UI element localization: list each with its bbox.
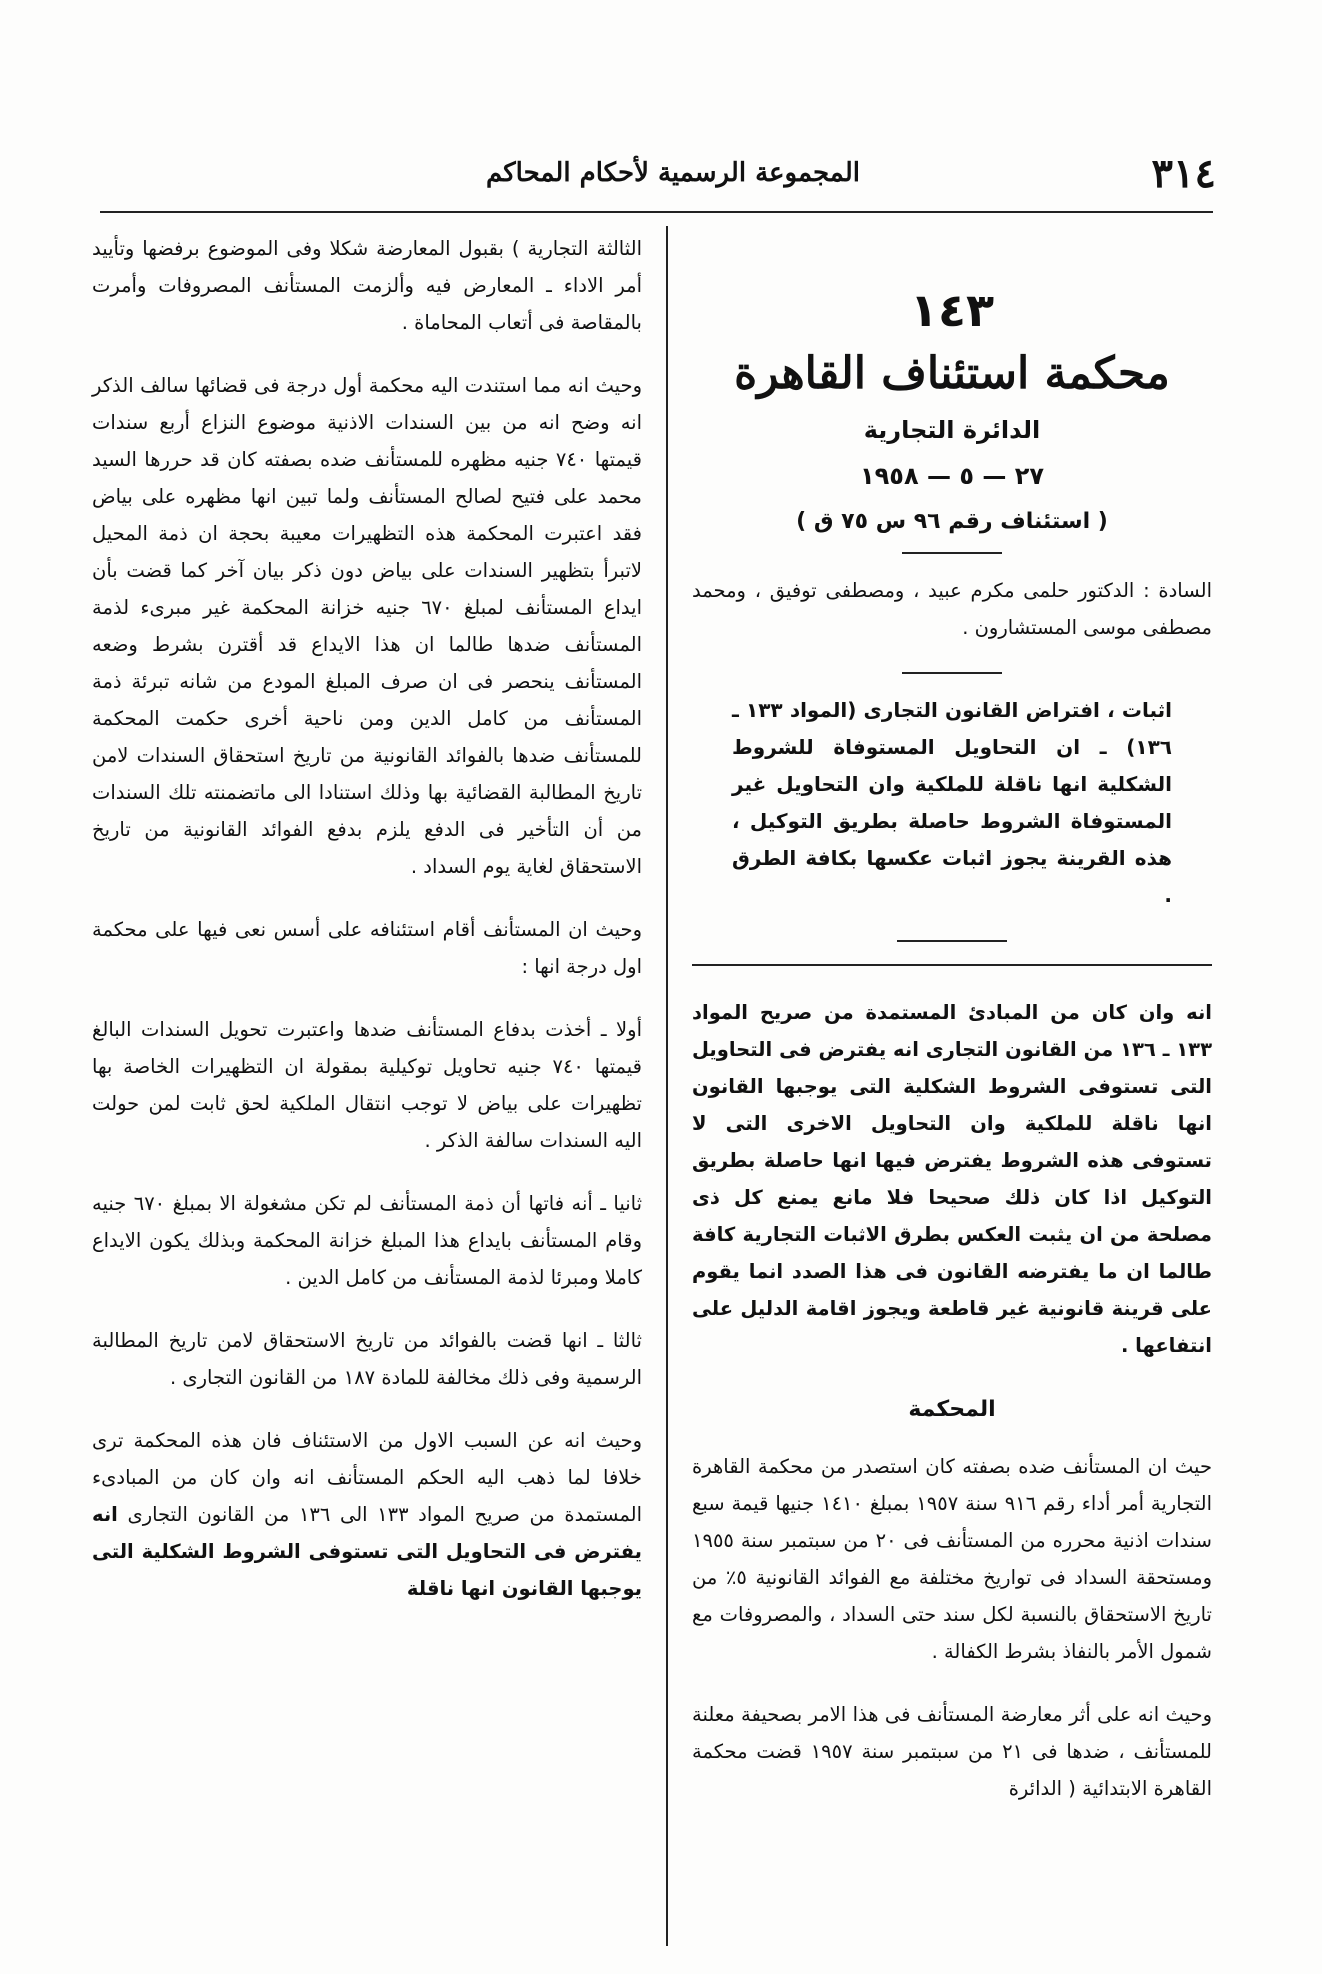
right-column <box>692 280 1212 1833</box>
body-paragraph: ثالثا ـ انها قضت بالفوائد من تاريخ الاستحقاق لامن تاريخ المطالبة الرسمية وفى ذلك مخالفة للمادة ١٨٧ من القانون التجارى . <box>92 1329 642 1389</box>
divider-rule <box>902 552 1002 554</box>
divider-rule <box>897 940 1007 942</box>
body-paragraph: وحيث انه مما استندت اليه محكمة أول درجة فى قضائها سالف الذكر انه وضح انه من بين السندات الاذنية موضوع النزاع أربع سندات قيمتها ٧٤٠ جنيه مظهره للمستأنف ضده بصفته كان قد حررها السيد محمد على فتيح لصالح المستأنف ولما تبين انها مظهره على بياض فقد اعتبرت المحكمة هذه التظهيرات معيبة بحجة ان ذمة المحيل لاتبرأ بتظهير السندات على بياض دون ذكر بيان آخر كما قضت بأن ايداع المستأنف لمبلغ ٦٧٠ جنيه خزانة المحكمة غير مبرىء لذمة المستأنف ضدها طالما ان هذا الايداع قد أقترن بشرط وضعه المستأنف ينحصر فى ان صرف المبلغ المودع من شانه تبرئة ذمة المستأنف من كامل الدين ومن ناحية أخرى حكمت المحكمة للمستأنف ضدها بالفوائد القانونية من تاريخ استحقاق السندات لامن تاريخ المطالبة القضائية بها وذلك استنادا الى ماتضمنته تلك السندات من أن التأخير فى الدفع يلزم بدفع الفوائد القانونية من تاريخ الاستحقاق لغاية يوم السداد . <box>92 374 642 878</box>
section-heading: المحكمة <box>908 1397 996 1422</box>
body-paragraph: ثانيا ـ أنه فاتها أن ذمة المستأنف لم تكن مشغولة الا بمبلغ ٦٧٠ جنيه وقام المستأنف بايداع هذا المبلغ خزانة المحكمة وبذلك يكون الايداع كاملا ومبرئا لذمة المستأنف من كامل الدين . <box>92 1192 642 1289</box>
court-name: محكمة استئناف القاهرة <box>734 348 1170 399</box>
left-column <box>92 230 642 1633</box>
paragraph-text: وحيث انه عن السبب الاول من الاستئناف فان هذه المحكمة ترى خلافا لما ذهب اليه الحكم المستأنف انه وان كان من المبادىء المستمدة من صريح المواد ١٣٣ الى ١٣٦ من القانون التجارى <box>92 1429 642 1526</box>
judges-paragraph: السادة : الدكتور حلمى مكرم عبيد ، ومصطفى توفيق ، ومحمد مصطفى موسى المستشارون . <box>692 579 1212 639</box>
body-paragraph: وحيث انه على أثر معارضة المستأنف فى هذا الامر بصحيفة معلنة للمستأنف ، ضدها فى ٢١ من سبتمبر سنة ١٩٥٧ قضت محكمة القاهرة الابتدائية ( الدائرة <box>692 1703 1213 1800</box>
body-paragraph: وحيث ان المستأنف أقام استئنافه على أسس نعى فيها على محكمة اول درجة انها : <box>92 918 642 978</box>
page-header <box>96 150 1216 210</box>
body-paragraph <box>92 1422 642 1607</box>
emphasized-text: انه يفترض فى التحاويل التى تستوفى الشروط الشكلية التى يوجبها القانون انها ناقلة <box>92 1503 642 1600</box>
body-paragraph: أولا ـ أخذت بدفاع المستأنف ضدها واعتبرت تحويل السندات البالغ قيمتها ٧٤٠ جنيه تحاويل توكيلية بمقولة ان التظهيرات الخاصة بها تظهيرات على بياض لا توجب انتقال الملكية لحق ثابت لمن حولت اليه السندات سالفة الذكر . <box>92 1018 642 1152</box>
body-paragraph: الثالثة التجارية ) بقبول المعارضة شكلا وفى الموضوع برفضها وتأييد أمر الاداء ـ المعارض فيه وألزمت المستأنف المصروفات وأمرت بالمقاصة فى أتعاب المحاماة . <box>92 237 642 334</box>
judgment-date: ٢٧ — ٥ — ١٩٥٨ <box>860 462 1044 490</box>
running-title: المجموعة الرسمية لأحكام المحاكم <box>486 158 860 188</box>
divider-rule <box>902 672 1002 674</box>
divider-rule-full <box>692 964 1212 966</box>
body-paragraph: حيث ان المستأنف ضده بصفته كان استصدر من محكمة القاهرة التجارية أمر أداء رقم ٩١٦ سنة ١٩٥٧ بمبلغ ١٤١٠ جنيها قيمة سبع سندات اذنية محرره من المستأنف فى ٢٠ من سبتمبر سنة ١٩٥٥ ومستحقة السداد فى تواريخ مختلفة مع الفوائد القانونية ٥٪ من تاريخ الاستحقاق بالنسبة لكل سند حتى السداد ، والمصروفات مع شمول الأمر بالنفاذ بشرط الكفالة . <box>692 1455 1212 1663</box>
column-divider <box>666 226 668 1946</box>
appeal-number: ( استئناف رقم ٩٦ س ٧٥ ق ) <box>796 509 1108 534</box>
legal-principle: انه وان كان من المبادئ المستمدة من صريح المواد ١٣٣ ـ ١٣٦ من القانون التجارى انه يفترض فى التحاويل التى تستوفى الشروط الشكلية التى يوجبها القانون انها ناقلة للملكية وان التحاويل الاخرى التى لا تستوفى هذه الشروط يفترض فيها انها حاصلة بطريق التوكيل اذا كان ذلك صحيحا فلا مانع يمنع كل ذى مصلحة من ان يثبت العكس بطرق الاثبات التجارية كافة طالما ان ما يفترضه القانون فى هذا الصدد انما يقوم على قرينة قانونية غير قاطعة ويجوز اقامة الدليل على انتفاعها . <box>692 1001 1212 1357</box>
header-rule <box>100 211 1213 213</box>
page-number: ٣١٤ <box>1151 150 1216 197</box>
case-number: ١٤٣ <box>909 283 995 337</box>
case-summary: اثبات ، افتراض القانون التجارى (المواد ١٣٣ ـ ١٣٦) ـ ان التحاويل المستوفاة للشروط الشكلية انها ناقلة للملكية وان التحاويل غير المستوفاة الشروط حاصلة بطريق التوكيل ، هذه القرينة يجوز اثبات عكسها بكافة الطرق . <box>732 698 1172 907</box>
circuit-name: الدائرة التجارية <box>863 416 1041 444</box>
